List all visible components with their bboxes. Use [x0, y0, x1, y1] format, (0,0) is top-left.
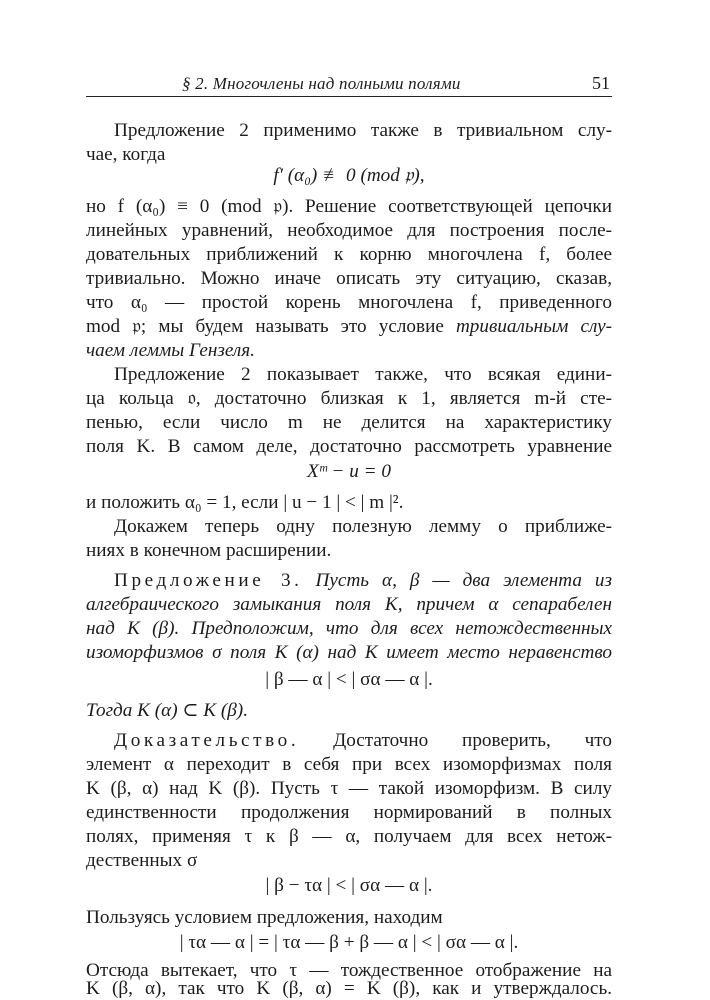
proposition-label: Предложение 3. — [114, 570, 303, 591]
text-fragment: mod 𝔭; мы будем называть это условие — [86, 316, 456, 337]
proof-text: Достаточно проверить, что — [299, 730, 612, 751]
text-line: Предложение 2 применимо также в тривиальном слу- — [114, 120, 612, 141]
text-line: ца кольца 𝔬, достаточно близкая к 1, является m-й сте- — [86, 388, 612, 409]
proof-text: элемент α переходит в себя при всех изоморфизмах поля — [86, 754, 612, 775]
text-line: ниях в конечном расширении. — [86, 540, 332, 561]
text-line: довательных приближений к корню многочлена f, более — [86, 244, 612, 265]
proposition-conclusion: Тогда K (α) ⊂ K (β). — [86, 700, 248, 721]
italic-term: тривиальным слу- — [455, 316, 612, 337]
proposition-text: над K (β). Предположим, что для всех нетождественных — [86, 618, 612, 639]
text-line: чае, когда — [86, 144, 166, 165]
formula-chain: | τα — α | = | τα — β + β — α | < | σα — α |. — [179, 932, 519, 953]
text-line: Докажем теперь одну полезную лемму о приближе- — [114, 516, 612, 537]
formula-f-prime: f′ (α₀) ≢ 0 (mod 𝔭), — [273, 165, 425, 186]
italic-term: чаем леммы Гензеля. — [86, 340, 255, 361]
text-line: Пользуясь условием предложения, находим — [86, 907, 443, 928]
formula-inequality: | β − τα | < | σα — α |. — [265, 875, 433, 896]
proposition-text: Пусть α, β — два элемента из — [302, 570, 612, 591]
text-line: линейных уравнений, необходимое для построения после- — [86, 220, 612, 241]
running-header — [86, 72, 612, 97]
text-line: и положить α₀ = 1, если | u − 1 | < | m |². — [86, 492, 404, 513]
text-line: пенью, если число m не делится на характеристику — [86, 412, 612, 433]
text-line: тривиально. Можно иначе описать эту ситуацию, сказав, — [86, 268, 612, 289]
proof-text: K (β, α) над K (β). Пусть τ — такой изоморфизм. В силу — [86, 778, 612, 799]
text-line: поля K. В самом деле, достаточно рассмотреть уравнение — [86, 436, 612, 457]
text-line: Предложение 2 показывает также, что всякая едини- — [114, 364, 612, 385]
page-number: 51 — [592, 73, 610, 93]
text-line: что α₀ — простой корень многочлена f, приведенного — [86, 292, 612, 313]
proposition-heading — [86, 569, 612, 593]
proof-heading — [86, 729, 612, 753]
text-line — [86, 315, 612, 339]
proposition-text: алгебраического замыкания поля K, причем α сепарабелен — [86, 594, 612, 615]
formula-equation: Xᵐ − u = 0 — [307, 461, 391, 482]
proof-label: Доказательство. — [114, 730, 300, 751]
proposition-text: изоморфизмов σ поля K (α) над K имеет место неравенство — [86, 642, 612, 663]
running-title: § 2. Многочлены над полными полями — [182, 74, 461, 93]
proof-text: единственности продолжения нормирований в полных — [86, 802, 612, 823]
text-line: Отсюда вытекает, что τ — тождественное отображение на — [86, 960, 612, 981]
text-line: K (β, α), так что K (β, α) = K (β), как и утверждалось. — [86, 978, 612, 999]
proof-text: дественных σ — [86, 850, 198, 871]
text-line: но f (α₀) ≡ 0 (mod 𝔭). Решение соответствующей цепочки — [86, 196, 612, 217]
formula-inequality: | β — α | < | σα — α |. — [265, 669, 433, 690]
proof-text: полях, применяя τ к β — α, получаем для всех нетож- — [86, 826, 612, 847]
